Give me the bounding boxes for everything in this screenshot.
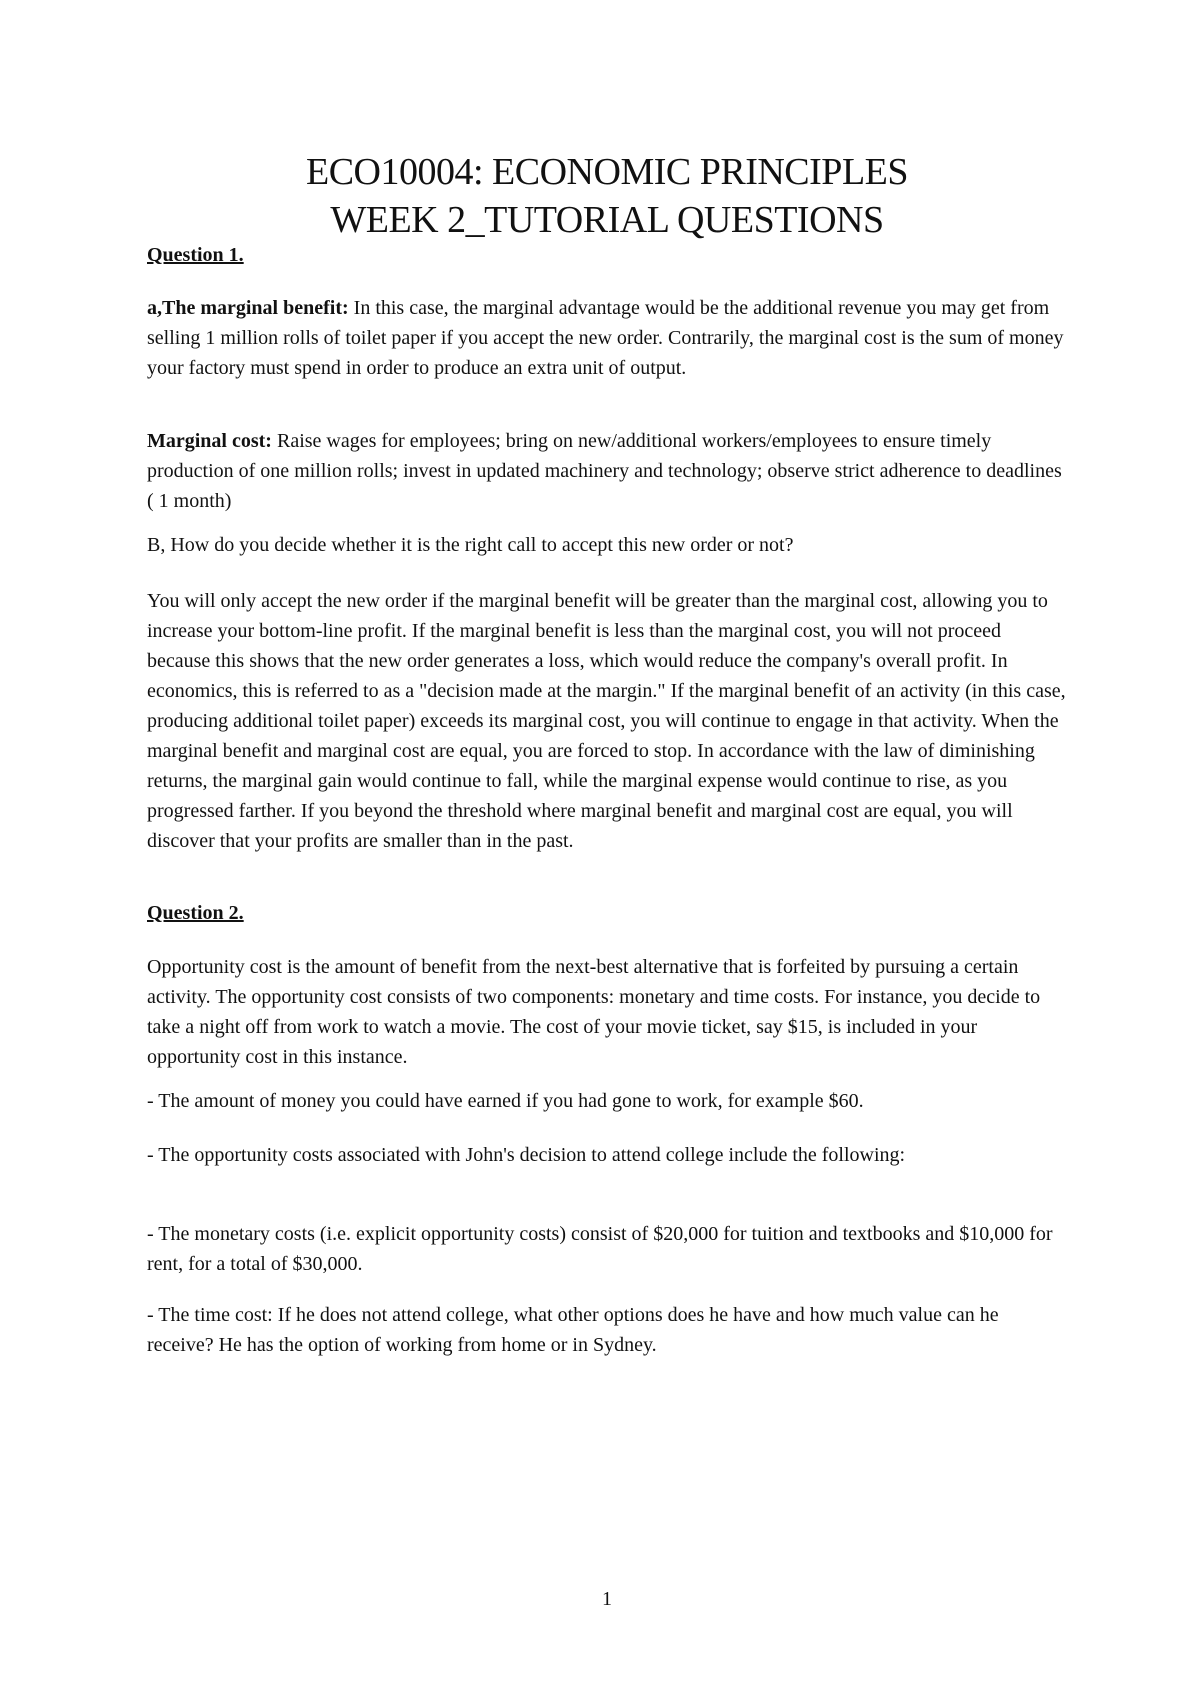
marginal-cost-text: Raise wages for employees; bring on new/additional workers/employees to ensure timely production of one million rolls; invest in updated machinery and technology; observe strict adherence to deadlines ( 1 month)	[147, 430, 1062, 512]
question-1a-paragraph	[147, 293, 1067, 383]
document-page	[147, 0, 1067, 1696]
question-2-paragraph-4: - The monetary costs (i.e. explicit opportunity costs) consist of $20,000 for tuition and textbooks and $10,000 for rent, for a total of $30,000.	[147, 1223, 1053, 1275]
question-2-paragraph-2: - The amount of money you could have earned if you had gone to work, for example $60.	[147, 1090, 864, 1112]
page-number: 1	[602, 1588, 612, 1610]
question-1-heading: Question 1.	[147, 244, 244, 266]
document-title-course: ECO10004: ECONOMIC PRINCIPLES	[306, 151, 908, 193]
marginal-benefit-label: a,The marginal benefit:	[147, 297, 349, 319]
question-2-paragraph-3: - The opportunity costs associated with John's decision to attend college include the following:	[147, 1144, 906, 1166]
document-title-week: WEEK 2_TUTORIAL QUESTIONS	[330, 199, 884, 241]
question-2-paragraph-1: Opportunity cost is the amount of benefit from the next-best alternative that is forfeited by pursuing a certain activity. The opportunity cost consists of two components: monetary and time costs. For instance, you decide to take a night off from work to watch a movie. The cost of your movie ticket, say $15, is included in your opportunity cost in this instance.	[147, 956, 1041, 1068]
question-1b-prompt: B, How do you decide whether it is the right call to accept this new order or not?	[147, 534, 794, 556]
marginal-cost-paragraph	[147, 426, 1067, 516]
marginal-benefit-text: In this case, the marginal advantage would be the additional revenue you may get from selling 1 million rolls of toilet paper if you accept the new order. Contrarily, the marginal cost is the sum of money your factory must spend in order to produce an extra unit of output.	[147, 297, 1064, 379]
question-1b-answer: You will only accept the new order if the marginal benefit will be greater than the marginal cost, allowing you to increase your bottom-line profit. If the marginal benefit is less than the marginal cost, you will not proceed because this shows that the new order generates a loss, which would reduce the company's overall profit. In economics, this is referred to as a "decision made at the margin." If the marginal benefit of an activity (in this case, producing additional toilet paper) exceeds its marginal cost, you will continue to engage in that activity. When the marginal benefit and marginal cost are equal, you are forced to stop. In accordance with the law of diminishing returns, the marginal gain would continue to fall, while the marginal expense would continue to rise, as you progressed farther. If you beyond the threshold where marginal benefit and marginal cost are equal, you will discover that your profits are smaller than in the past.	[147, 590, 1066, 852]
question-2-heading: Question 2.	[147, 902, 244, 924]
marginal-cost-label: Marginal cost:	[147, 430, 272, 452]
question-2-paragraph-5: - The time cost: If he does not attend college, what other options does he have and how much value can he receive? He has the option of working from home or in Sydney.	[147, 1304, 999, 1356]
